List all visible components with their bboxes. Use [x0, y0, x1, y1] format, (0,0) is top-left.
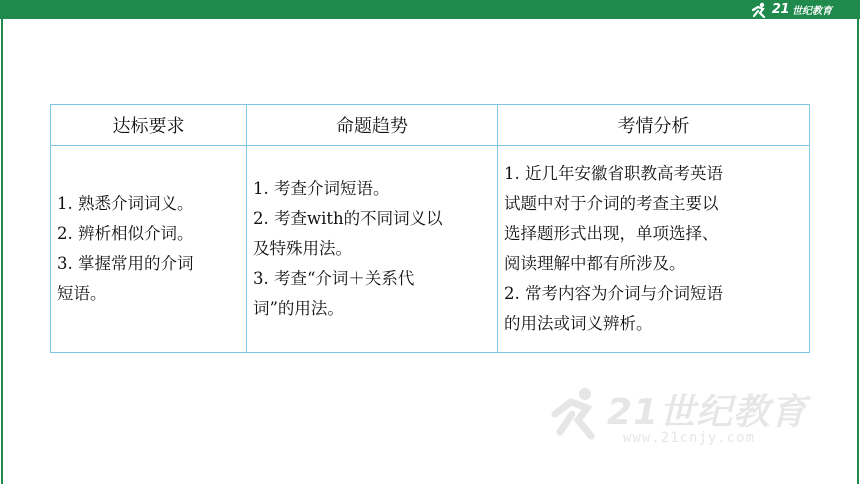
frame-left [1, 19, 3, 484]
logo-number: 21 [771, 2, 789, 17]
top-bar [0, 0, 860, 19]
trend-line: 1. 考查介词短语。 [253, 179, 390, 198]
analysis-line: 阅读理解中都有所涉及。 [504, 254, 686, 273]
column-header: 命题趋势 [336, 116, 408, 137]
analysis-cell [504, 146, 808, 352]
exam-analysis-table [50, 104, 810, 353]
trend-line: 词”的用法。 [253, 299, 344, 318]
trend-line: 2. 考查with的不同词义以 [253, 209, 443, 228]
watermark-url: www.21cnjy.com [623, 430, 756, 446]
watermark-logo [545, 382, 835, 452]
requirement-line: 1. 熟悉介词词义。 [57, 194, 194, 213]
watermark-text: 21世纪教育 [607, 392, 808, 433]
trends-cell [253, 146, 496, 352]
trend-line: 3. 考查“介词＋关系代 [253, 269, 415, 288]
requirement-line: 3. 掌握常用的介词 [57, 254, 194, 273]
column-header: 达标要求 [112, 116, 185, 137]
requirements-cell [57, 146, 245, 352]
runner-icon [749, 2, 769, 18]
watermark-runner-icon [545, 384, 605, 444]
analysis-line: 试题中对于介词的考查主要以 [504, 194, 719, 213]
analysis-line: 2. 常考内容为介词与介词短语 [504, 284, 723, 303]
frame-right [857, 19, 859, 484]
analysis-line: 选择题形式出现，单项选择、 [504, 224, 719, 243]
requirement-line: 2. 辨析相似介词。 [57, 224, 194, 243]
brand-logo [749, 1, 832, 18]
analysis-line: 的用法或词义辨析。 [504, 314, 653, 333]
trend-line: 及特殊用法。 [253, 239, 352, 258]
analysis-line: 1. 近几年安徽省职教高考英语 [504, 164, 723, 183]
column-header: 考情分析 [617, 116, 690, 137]
logo-name: 世纪教育 [792, 6, 832, 17]
requirement-line: 短语。 [57, 284, 107, 303]
